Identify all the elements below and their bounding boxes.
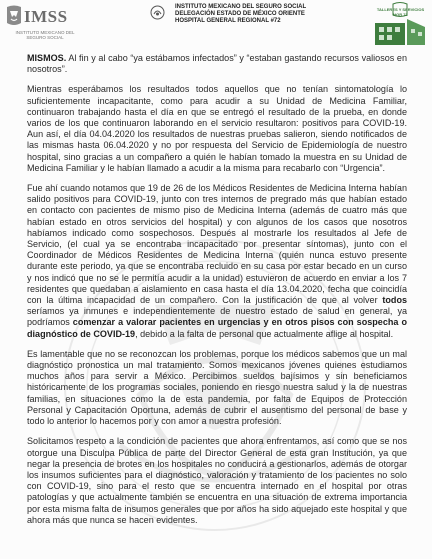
paragraph-2: Fue ahí cuando notamos que 19 de 26 de los Médicos Residentes de Medicina Interna habían salido positivos para COVID-19, junto con tres internos de pregrado más que habían estado en contacto con pacientes de mismo piso de Medicina Interna (además de cuatro más que habían estado en otros servicios del hospital) y con algunos de los casos que nosotros habíamos indicado como sospechosos. Después al mostrarle los resultados al Jefe de Servicio, (el cual ya se encontraba incapacitado por presentar síntomas), junto con el Coordinador de Médicos Residentes de Medicina Interna (quién nunca estuvo presente durante este periodo, ya que se encontraba recluido en su casa por estar becado en un curso y nos indicó que no se le permitía acudir a la unidad) estuvieron de acuerdo en enviar a los 7 residentes que quedaban a aislamiento en casa hasta el día 13.04.2020, fecha que coincidía con la última incapacidad de un compañero. Con la justificación de que al volver todos seríamos ya inmunes e independientemente de nuestro estado de salud en general, ya podríamos comenzar a valorar pacientes en urgencias y en otros pisos con sospecha o diagnóstico de COVID-19, debido a la falta de personal que actualmente aflige al hospital. [27,183,407,339]
letter-body [27,53,407,535]
logo-text: IMSS [24,7,68,26]
institution-heading [175,4,306,26]
delegation-line: DELEGACIÓN ESTADO DE MÉXICO ORIENTE [175,11,305,18]
institution-line: INSTITUTO MEXICANO DEL SEGURO SOCIAL [175,4,307,10]
paragraph-1: Mientras esperábamos los resultados todos aquellos que no tenían sintomatología lo suficientemente incapacitante, como para acudir a su Unidad de Medicina Familiar, continuaron trabajando hasta el día en que se entregó el resultado de la prueba, en donde varios de los que continuaron laborando en el servicio resultaron: positivos para COVID-19. Aun así, el día 04.04.2020 los resultados de nuestras pruebas salieron, siendo notificados de las mismas hasta 06.04.2020 y no por respuesta del Servicio de Epidemiología de nuestro hospital, sino gracias a un compañero a quién le habían tomado la muestra en su Unidad de Medicina Familiar y le habían llamado a acudir a la misma para recabarlo con “Urgencia”. [27,84,407,173]
institution-mark-icon [150,5,165,20]
hospital-badge-text: TALLERES Y SERVICIOS HGR 72 [376,7,425,17]
letterhead [0,0,432,52]
paragraph-3: Es lamentable que no se reconozcan los problemas, porque los médicos sabemos que un mal diagnóstico pronostica un mal tratamiento. Somos mexicanos jóvenes quienes estudiamos muchos años para servir a México. Percibimos sueldos bajísimos y sin beneficiamos históricamente de los programas sociales, poniendo en riesgo nuestra salud y la de nuestras familias, en situaciones como la de esta pandemia, por falta de Equipos de Protección Personal y Capacitación Oportuna, además de cubrir el ausentismo del personal de base y todo lo anterior lo hacemos por y con amor a nuestra profesión. [27,348,407,427]
logo-subtitle: INSTITUTO MEXICANO DEL SEGURO SOCIAL [15,30,75,40]
paragraph-4: Solicitamos respeto a la condición de pacientes que ahora enfrentamos, así como que se nos otorgue una Disculpa Pública de parte del Director General de esta gran Institución, ya que negar la presencia de brotes en los hospitales no conducirá a gestionarlos, además de otorgar los insumos suficientes para el diagnóstico, valoración y tratamiento de los pacientes no solo con COVID-19, sino para el resto que se encuentra internado en el hospital por otras patologías y que actualmente también se encuentra en una situación de extrema importancia por esta misma falta de insumos generales que por años ha sido aquejado este hospital y que ahora más que nunca se hacen evidentes. [27,436,407,525]
hospital-line: HOSPITAL GENERAL REGIONAL #72 [175,18,281,25]
paragraph-0: MISMOS. Al fin y al cabo “ya estábamos infectados” y “estaban gastando recursos valiosos en nosotros”. [27,53,407,75]
